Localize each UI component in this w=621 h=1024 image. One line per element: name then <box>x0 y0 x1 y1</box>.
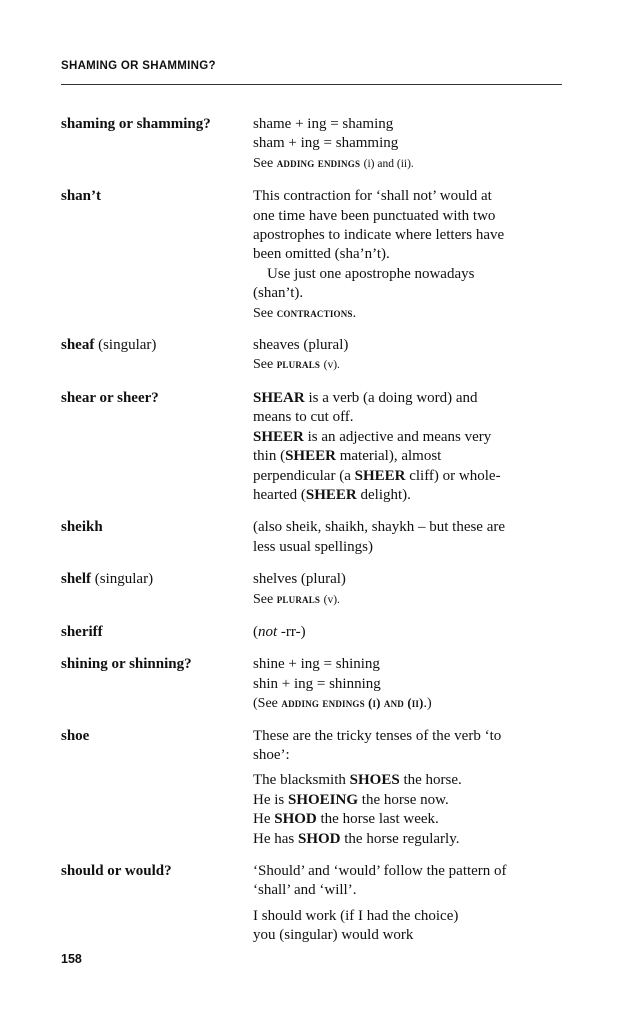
running-head: SHAMING OR SHAMMING? <box>61 60 216 72</box>
example-line: He SHOD the horse last week. <box>253 811 439 828</box>
definition-line: (shan’t). <box>253 285 304 302</box>
definition-paragraph <box>253 862 561 901</box>
entry-should-would <box>61 862 561 946</box>
entry-shant <box>61 187 561 323</box>
example-line: He has SHOD the horse regularly. <box>253 830 460 847</box>
definition-line: shine + ing = shining <box>253 656 380 673</box>
definition-paragraph <box>253 727 561 766</box>
headword: shelf (singular) <box>61 571 154 588</box>
definition <box>253 570 561 610</box>
definition-line: (also sheik, shaikh, shaykh – but these are <box>253 519 506 536</box>
definition-line: Use just one apostrophe nowadays <box>267 265 475 282</box>
definition-line: thin (SHEER material), almost <box>253 448 442 465</box>
definition <box>253 389 561 505</box>
entry-shoe <box>61 727 561 849</box>
definition-line: less usual spellings) <box>253 538 373 555</box>
definition-line: (not -rr-) <box>253 623 306 640</box>
definition-line: sham + ing = shamming <box>253 135 399 152</box>
cross-reference-term: plurals <box>276 357 321 372</box>
definition-line: shoe’: <box>253 746 290 763</box>
headword: shining or shinning? <box>61 656 192 673</box>
headword: shear or sheer? <box>61 389 159 406</box>
header-rule <box>61 84 562 85</box>
definition <box>253 727 561 849</box>
headword: sheaf (singular) <box>61 337 157 354</box>
definition <box>253 862 561 946</box>
definition <box>253 187 561 323</box>
entry-sheikh <box>61 518 561 557</box>
definition-line: SHEER is an adjective and means very <box>253 428 492 445</box>
cross-reference-term: contractions <box>276 305 353 320</box>
headword: should or would? <box>61 863 172 879</box>
entry-shear-sheer <box>61 389 561 505</box>
definition <box>253 623 561 642</box>
entry-shaming <box>61 115 561 174</box>
definition-line: perpendicular (a SHEER cliff) or whole- <box>253 467 501 484</box>
example-line: you (singular) would work <box>253 927 414 944</box>
example-line: He is SHOEING the horse now. <box>253 791 449 808</box>
examples <box>253 907 561 946</box>
definition-line: ‘shall’ and ‘will’. <box>253 882 357 899</box>
definition <box>253 115 561 174</box>
definition-line: shame + ing = shaming <box>253 116 394 132</box>
entry-shelf <box>61 570 561 610</box>
headword: sheikh <box>61 519 103 536</box>
headword: shaming or shamming? <box>61 116 211 132</box>
definition-line: These are the tricky tenses of the verb ‘to <box>253 727 502 744</box>
definition <box>253 655 561 713</box>
cross-reference: See contractions. <box>253 305 357 321</box>
definition-line: ‘Should’ and ‘would’ follow the pattern of <box>253 863 507 879</box>
examples <box>253 771 561 849</box>
headword: sheriff <box>61 623 103 640</box>
definition-line: shelves (plural) <box>253 571 346 588</box>
cross-reference: See plurals (v). <box>253 357 340 373</box>
cross-reference: See plurals (v). <box>253 591 340 607</box>
cross-reference: See adding endings (i) and (ii). <box>253 155 414 171</box>
definition-line: This contraction for ‘shall not’ would at <box>253 188 492 205</box>
entries-list <box>61 115 561 959</box>
headword-qualifier: (singular) <box>94 571 154 588</box>
definition-line: been omitted (sha’n’t). <box>253 246 390 263</box>
definition <box>253 336 561 376</box>
definition-line: shin + ing = shinning <box>253 675 381 692</box>
definition-line: apostrophes to indicate where letters have <box>253 227 505 244</box>
example-line: The blacksmith SHOES the horse. <box>253 772 462 789</box>
entry-sheriff <box>61 623 561 642</box>
page-number: 158 <box>61 952 82 966</box>
definition <box>253 518 561 557</box>
definition-line: means to cut off. <box>253 409 354 426</box>
headword: shan’t <box>61 188 102 205</box>
example-line: I should work (if I had the choice) <box>253 907 459 924</box>
cross-reference-term: adding endings (i) and (ii) <box>281 696 424 711</box>
definition-line: one time have been punctuated with two <box>253 207 496 224</box>
entry-shining <box>61 655 561 713</box>
cross-reference: (See adding endings (i) and (ii).) <box>253 696 432 712</box>
definition-line: hearted (SHEER delight). <box>253 486 411 503</box>
headword: shoe <box>61 727 90 744</box>
definition-line: sheaves (plural) <box>253 337 349 354</box>
cross-reference-term: plurals <box>276 591 321 606</box>
entry-sheaf <box>61 336 561 376</box>
definition-line: SHEAR is a verb (a doing word) and <box>253 389 478 406</box>
headword-qualifier: (singular) <box>98 337 157 354</box>
cross-reference-term: adding endings <box>276 155 361 170</box>
